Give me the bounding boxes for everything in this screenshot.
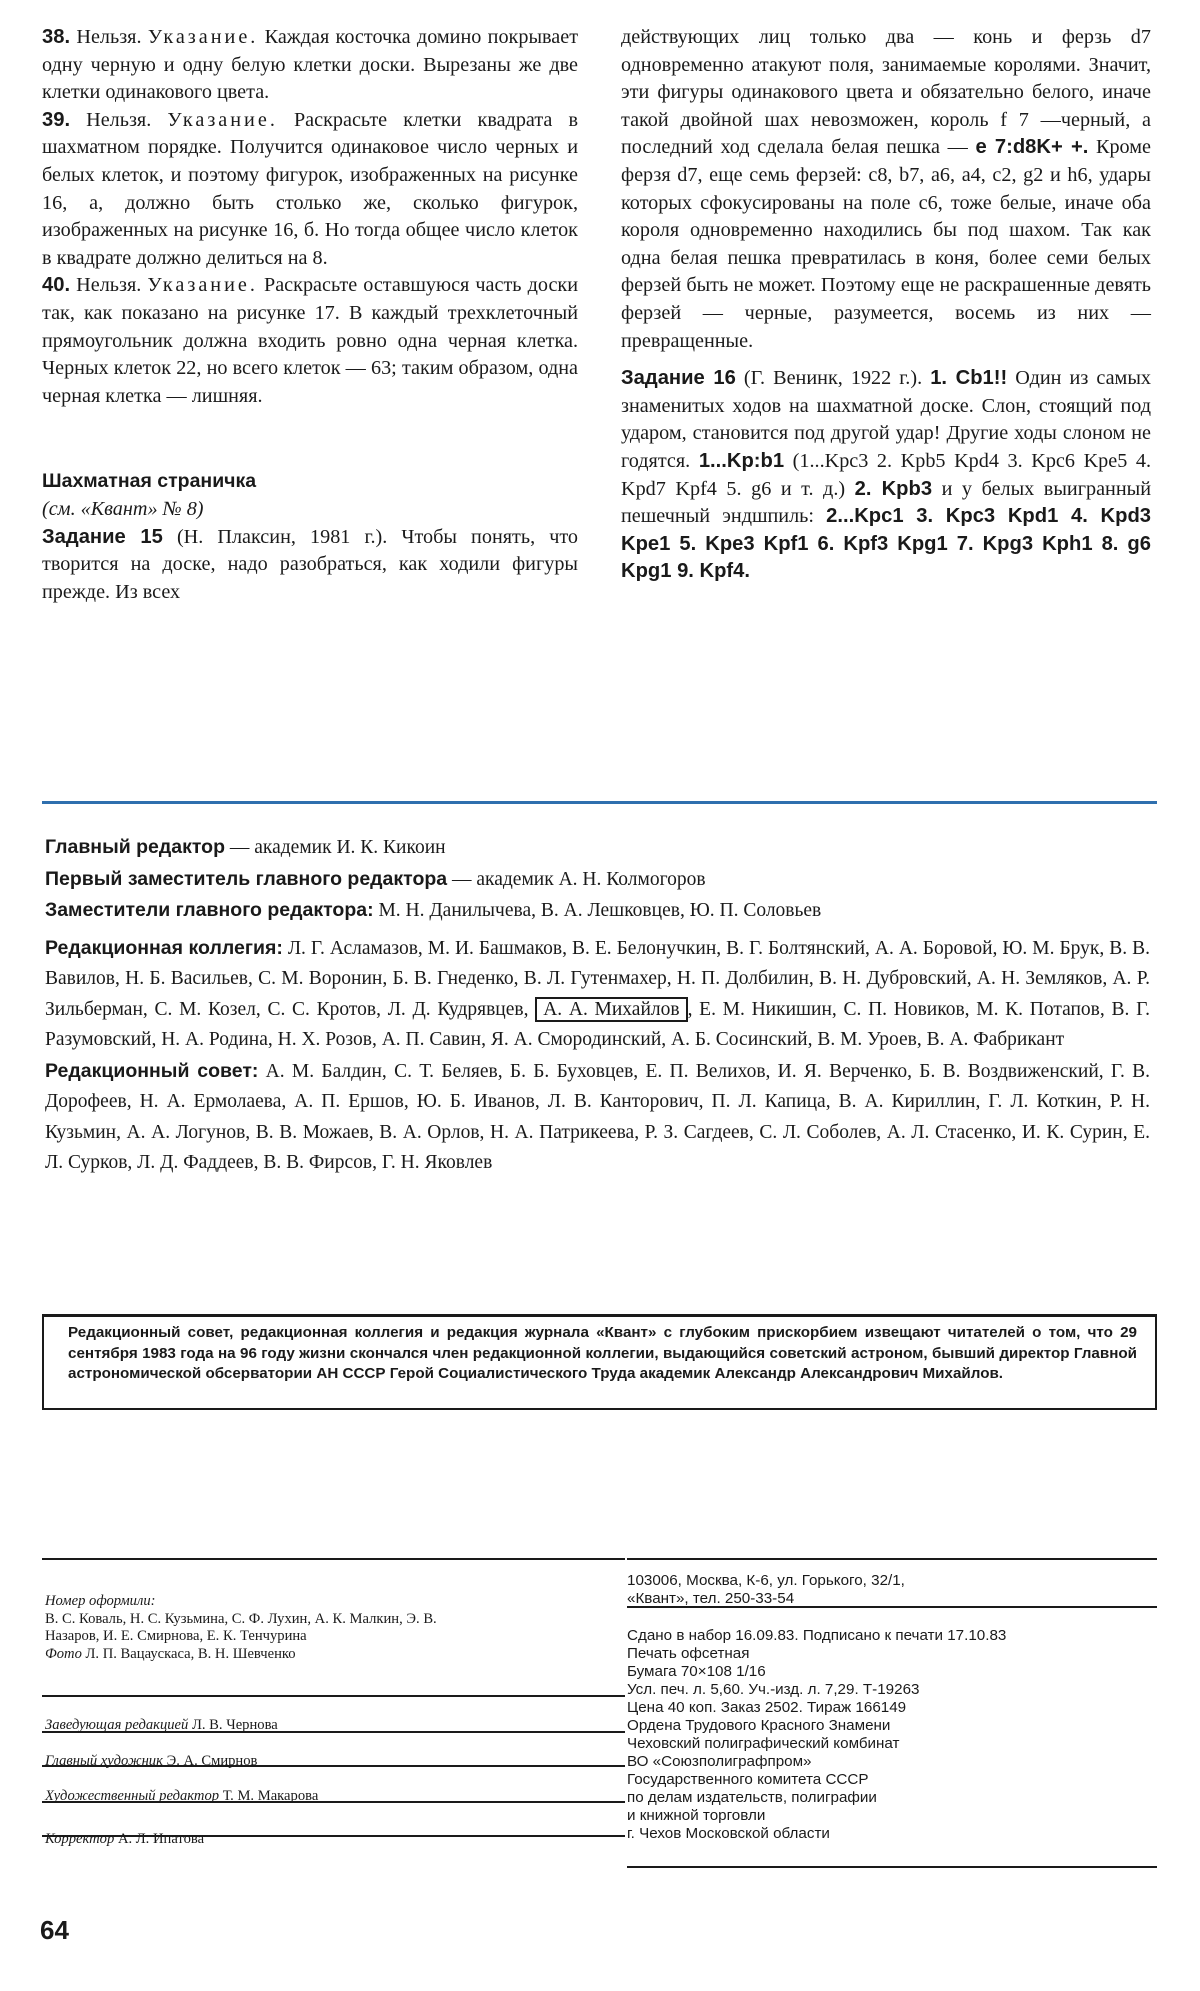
photo-label: Фото xyxy=(45,1645,82,1662)
rule xyxy=(42,1558,625,1560)
office-name: Л. В. Чернова xyxy=(191,1717,278,1733)
task-text: (1...Kpc3 2. Kpb5 Kpd4 3. Kpc6 Kpe5 4. Kpd7 Kpf4 5. g6 и т. д.) xyxy=(621,449,1152,500)
editorial-council xyxy=(45,1056,1150,1179)
item-hint-label: Указание. xyxy=(167,108,278,131)
rule xyxy=(42,1695,625,1697)
chess-move: 2. Kpb3 xyxy=(854,477,933,500)
issue-credits xyxy=(45,1593,485,1663)
task-16 xyxy=(621,365,1151,586)
continuation-text: действующих лиц только два — конь и ферзь d7 одновременно атакуют поля, занимаемые королями. Значит, эти фигуры одинакового цвета и обязательно белого, иначе такой двойной шах невозможен, король f 7 —черный, а последний ход сделала белая пешка — xyxy=(621,26,1151,159)
print-line: и книжной торговли xyxy=(627,1807,766,1824)
section-title: Шахматная страничка xyxy=(42,470,257,493)
issue-credits-names: В. С. Коваль, Н. С. Кузьмина, С. Ф. Лухин, А. К. Малкин, Э. В. Назаров, И. Е. Смирнова, Е. К. Тенчурина xyxy=(45,1610,437,1644)
chief-editor-text: — академик И. К. Кикоин xyxy=(229,837,446,858)
publisher-address xyxy=(627,1572,1147,1608)
art-editor-label: Художественный редактор xyxy=(45,1788,220,1804)
first-deputy-label: Первый заместитель главного редактора xyxy=(45,867,448,890)
print-line: Бумага 70×108 1/16 xyxy=(627,1663,766,1680)
office-label: Заведующая редакцией xyxy=(45,1717,189,1733)
issue-credits-label: Номер оформили: xyxy=(45,1593,156,1609)
proof-label: Корректор xyxy=(45,1831,115,1847)
rule xyxy=(627,1866,1157,1868)
art-editor-credit xyxy=(45,1788,318,1806)
deputies-label: Заместители главного редактора: xyxy=(45,899,374,921)
print-line: по делам издательств, полиграфии xyxy=(627,1789,877,1806)
art-editor-name: Т. М. Макарова xyxy=(222,1788,319,1804)
left-column xyxy=(42,24,578,606)
chess-move: 1. Cb1!! xyxy=(930,367,1008,390)
right-column xyxy=(621,24,1151,586)
item-lead: Нельзя. xyxy=(76,274,142,297)
boxed-name: А. А. Михайлов xyxy=(535,997,687,1022)
task-15-continuation xyxy=(621,24,1151,355)
item-number: 40. xyxy=(42,274,71,297)
print-line: Усл. печ. л. 5,60. Уч.-изд. л. 7,29. Т-19263 xyxy=(627,1681,920,1698)
task-label: Задание 15 xyxy=(42,525,163,548)
item-number: 39. xyxy=(42,108,71,131)
item-text: Раскрасьте оставшуюся часть доски так, как показано на рисунке 17. В каждый трехклеточный прямоугольник должна входить ровно одна черная клетка. Черных клеток 22, но всего клеток — 63; таким образом, одна черная клетка — лишняя. xyxy=(42,274,579,407)
artist-credit xyxy=(45,1753,257,1771)
deputies-line xyxy=(45,895,1150,927)
first-deputy-line xyxy=(45,864,1150,896)
item-text: Каждая косточка домино покрывает одну черную и одну белую клетки доски. Вырезаны же две клетки одинакового цвета. xyxy=(42,26,579,104)
print-line: Цена 40 коп. Заказ 2502. Тираж 166149 xyxy=(627,1699,907,1716)
artist-name: Э. А. Смирнов xyxy=(166,1753,258,1769)
deputies-text: М. Н. Данилычева, В. А. Лешковцев, Ю. П. Соловьев xyxy=(378,900,822,921)
editorial-council-label: Редакционный совет: xyxy=(45,1059,259,1082)
address-line: «Квант», тел. 250-33-54 xyxy=(627,1590,795,1607)
task-text: и у белых выигранный пешечный эндшпиль: xyxy=(621,477,1152,528)
address-line: 103006, Москва, К-6, ул. Горького, 32/1, xyxy=(627,1572,905,1589)
chess-move: e 7:d8K+ +. xyxy=(975,136,1089,159)
task-text: (Н. Плаксин, 1981 г.). Чтобы понять, что творится на доске, надо разобраться, как ходили фигуры прежде. Из всех xyxy=(42,525,579,603)
editorial-board-label: Редакционная коллегия: xyxy=(45,936,283,959)
item-lead: Нельзя. xyxy=(76,26,142,48)
print-line: г. Чехов Московской области xyxy=(627,1825,830,1842)
task-15 xyxy=(42,524,578,607)
first-deputy-text: — академик А. Н. Колмогоров xyxy=(452,868,706,890)
task-source: (Г. Венинк, 1922 г.). xyxy=(743,367,923,390)
chess-moves-final: 2...Kpc1 3. Kpc3 Kpd1 4. Kpd3 Kpe1 5. Kpe3 Kpf1 6. Kpf3 Kpg1 7. Kpg3 Kph1 8. g6 Kpg1 9. Kpf4. xyxy=(621,505,1152,583)
item-39 xyxy=(42,107,578,273)
editorial-board-text: Л. Г. Асламазов, М. И. Башмаков, В. Е. Белонучкин, В. Г. Болтянский, А. А. Боровой, Ю. М. Брук, В. В. Вавилов, Н. Б. Васильев, С. М. Воронин, Б. В. Гнеденко, В. Л. Гутенмахер, Н. П. Долбилин, В. Н. Дубровский, А. Н. Земляков, А. Р. Зильберман, С. М. Козел, С. С. Кротов, Л. Д. Кудрявцев, xyxy=(45,937,1151,1020)
continuation-text: Кроме ферзя d7, еще семь ферзей: c8, b7, a6, a4, c2, g2 и h6, удары которых сфокусированы на поле c6, тоже белые, иначе оба короля одновременно находились бы под шахом. Так как одна белая пешка превратилась в коня, более семи белых ферзей быть не может. Поэтому еще не раскрашенные девять ферзей — черные, разумеется, восемь из них — превращенные. xyxy=(621,136,1151,352)
obituary-notice: Редакционный совет, редакционная коллегия и редакция журнала «Квант» с глубоким прискорбием извещают читателей о том, что 29 сентября 1983 года на 96 году жизни скончался член редакционной коллегии, выдающийся советский астроном, бывший директор Главной астрономической обсерватории АН СССР Герой Социалистического Труда академик Александр Александрович Михайлов. xyxy=(42,1314,1157,1410)
item-40 xyxy=(42,272,578,410)
print-line: Государственного комитета СССР xyxy=(627,1771,869,1788)
rule xyxy=(627,1558,1157,1560)
proof-name: А. Л. Ипатова xyxy=(117,1831,205,1847)
editorial-board xyxy=(45,933,1150,1056)
section-divider xyxy=(42,801,1157,804)
item-hint-label: Указание. xyxy=(147,26,259,48)
print-line: Сдано в набор 16.09.83. Подписано к печати 17.10.83 xyxy=(627,1627,1007,1644)
editorial-council-text: А. М. Балдин, С. Т. Беляев, Б. Б. Буховцев, Е. П. Велихов, И. Я. Верченко, Б. В. Воздвиженский, Г. В. Дорофеев, Н. А. Ермолаева, А. П. Ершов, Ю. Б. Иванов, Л. В. Канторович, П. Л. Капица, В. А. Кириллин, Г. Л. Коткин, Р. Н. Кузьмин, А. А. Логунов, В. В. Можаев, В. А. Орлов, Н. А. Патрикеева, Р. З. Сагдеев, С. Л. Соболев, А. Л. Стасенко, И. К. Сурин, Е. Л. Сурков, Л. Д. Фаддеев, В. В. Фирсов, Г. Н. Яковлев xyxy=(45,1060,1151,1173)
page-number: 64 xyxy=(40,1915,69,1945)
item-text: Раскрасьте клетки квадрата в шахматном порядке. Получится одинаковое число черных и белых клеток, и поэтому фигурок, изображенных на рисунке 16, а, должно быть столько же, сколько фигурок, изображенных на рисунке 16, б. Но тогда общее число клеток в квадрате должно делиться на 8. xyxy=(42,108,578,269)
chief-editor-label: Главный редактор xyxy=(45,836,225,858)
photo-names: Л. П. Вацаускаса, В. Н. Шевченко xyxy=(85,1645,296,1662)
item-number: 38. xyxy=(42,26,71,48)
photo-credits xyxy=(45,1646,485,1664)
item-38 xyxy=(42,24,578,107)
print-line: Ордена Трудового Красного Знамени xyxy=(627,1717,891,1734)
print-line: Чеховский полиграфический комбинат xyxy=(627,1735,900,1752)
chief-editor-line xyxy=(45,832,1150,864)
section-subtitle: (см. «Квант» № 8) xyxy=(42,497,204,520)
task-text: Один из самых знаменитых ходов на шахматной доске. Слон, стоящий под ударом, становится под другой удар! Другие ходы слоном не годятся. xyxy=(621,367,1151,472)
office-credit xyxy=(45,1717,278,1735)
artist-label: Главный художник xyxy=(45,1753,163,1769)
proof-credit xyxy=(45,1831,204,1849)
editorial-board-text: , Е. М. Никишин, С. П. Новиков, М. К. Потапов, В. Г. Разумовский, Н. А. Родина, Н. Х. Розов, А. П. Савин, Я. А. Смородинский, А. Б. Сосинский, В. М. Уроев, В. А. Фабрикант xyxy=(45,998,1151,1050)
item-hint-label: Указание. xyxy=(147,274,258,297)
item-lead: Нельзя. xyxy=(86,108,152,131)
chess-move: 1...Kp:b1 xyxy=(698,449,785,472)
print-line: ВО «Союзполиграфпром» xyxy=(627,1753,812,1770)
task-label: Задание 16 xyxy=(621,367,736,390)
print-info xyxy=(627,1627,1147,1843)
print-line: Печать офсетная xyxy=(627,1645,750,1662)
editorial-masthead xyxy=(45,832,1150,1179)
